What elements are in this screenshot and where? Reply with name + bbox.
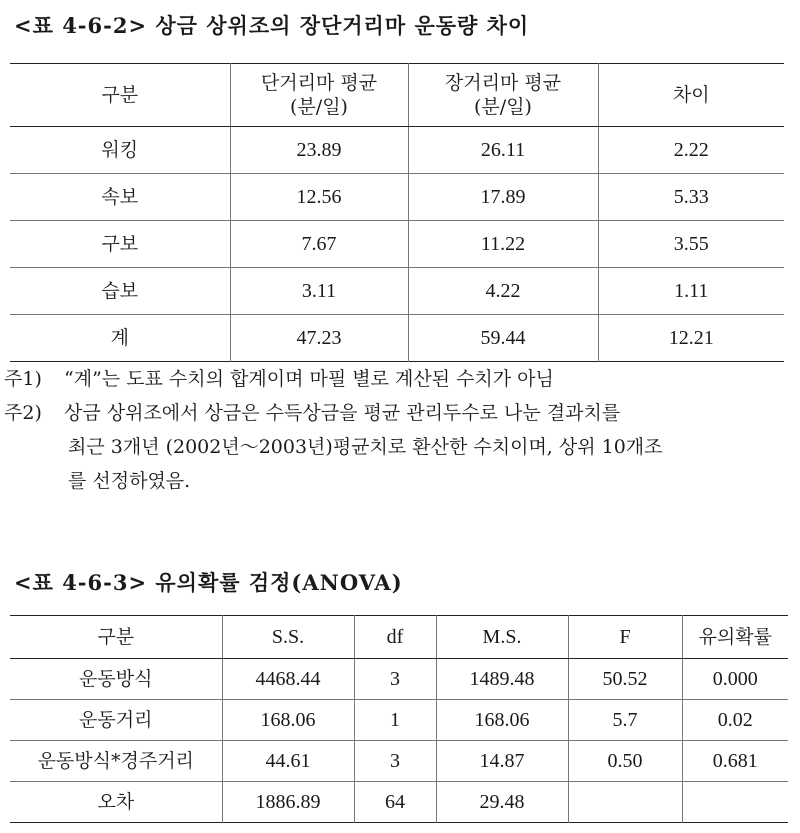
header-f: F bbox=[568, 616, 682, 659]
table-row bbox=[10, 782, 788, 823]
cell-f bbox=[568, 782, 682, 823]
cell-f: 50.52 bbox=[568, 659, 682, 700]
cell-difference: 12.21 bbox=[668, 327, 714, 349]
cell-f: 5.7 bbox=[568, 700, 682, 741]
cell-ms: 29.48 bbox=[436, 782, 568, 823]
cell-df: 3 bbox=[354, 741, 436, 782]
header-ms: M.S. bbox=[436, 616, 568, 659]
cell-sprinter: 23.89 bbox=[230, 127, 408, 174]
cell-stayer: 26.11 bbox=[408, 127, 598, 174]
row-label: 워킹 bbox=[10, 127, 230, 174]
cell-stayer: 17.89 bbox=[408, 174, 598, 221]
cell-p-value bbox=[682, 782, 788, 823]
cell-df: 64 bbox=[354, 782, 436, 823]
cell-ms: 168.06 bbox=[436, 700, 568, 741]
cell-sprinter: 3.11 bbox=[230, 268, 408, 315]
table2-title: <표 4-6-3> 유의확률 검정(ANOVA) bbox=[14, 570, 403, 595]
table-row-total bbox=[10, 315, 784, 362]
cell-ms: 14.87 bbox=[436, 741, 568, 782]
footnote-1 bbox=[4, 362, 794, 396]
header-category: 구분 bbox=[10, 64, 230, 127]
cell-stayer: 4.22 bbox=[408, 268, 598, 315]
training-volume-table bbox=[10, 63, 784, 362]
table-row bbox=[10, 174, 784, 221]
cell-stayer: 11.22 bbox=[408, 221, 598, 268]
header-stayer-avg-label: 장거리마 평균 bbox=[444, 72, 562, 94]
cell-ms: 1489.48 bbox=[436, 659, 568, 700]
cell-sprinter: 12.56 bbox=[230, 174, 408, 221]
header-p-value: 유의확률 bbox=[682, 616, 788, 659]
cell-f: 0.50 bbox=[568, 741, 682, 782]
cell-ss: 4468.44 bbox=[222, 659, 354, 700]
cell-p-value: 0.02 bbox=[682, 700, 788, 741]
cell-ss: 168.06 bbox=[222, 700, 354, 741]
cell-p-value: 0.681 bbox=[682, 741, 788, 782]
table-row bbox=[10, 221, 784, 268]
header-category: 구분 bbox=[10, 616, 222, 659]
header-df: df bbox=[354, 616, 436, 659]
header-sprinter-avg-unit: (분/일) bbox=[290, 96, 348, 118]
cell-sprinter: 7.67 bbox=[230, 221, 408, 268]
cell-difference: 1.11 bbox=[598, 268, 784, 315]
header-sprinter-avg bbox=[230, 64, 408, 127]
row-label: 운동거리 bbox=[10, 700, 222, 741]
anova-table bbox=[10, 615, 788, 823]
cell-df: 1 bbox=[354, 700, 436, 741]
table-row bbox=[10, 741, 788, 782]
header-stayer-avg bbox=[408, 64, 598, 127]
row-label: 습보 bbox=[10, 268, 230, 315]
footnote-text: 상금 상위조에서 상금은 수득상금을 평균 관리두수로 나눈 결과치를 bbox=[64, 402, 621, 424]
row-label: 속보 bbox=[10, 174, 230, 221]
cell-ss: 44.61 bbox=[222, 741, 354, 782]
footnotes bbox=[4, 362, 794, 498]
table-row bbox=[10, 659, 788, 700]
header-stayer-avg-unit: (분/일) bbox=[474, 96, 532, 118]
cell-difference: 2.22 bbox=[598, 127, 784, 174]
row-label: 계 bbox=[10, 315, 230, 362]
header-difference: 차이 bbox=[598, 64, 784, 127]
cell-ss: 1886.89 bbox=[222, 782, 354, 823]
row-label: 운동방식 bbox=[10, 659, 222, 700]
cell-stayer: 59.44 bbox=[408, 315, 598, 362]
footnote-2 bbox=[4, 396, 794, 498]
table-row bbox=[10, 268, 784, 315]
header-ss: S.S. bbox=[222, 616, 354, 659]
cell-sprinter: 47.23 bbox=[230, 315, 408, 362]
table-row bbox=[10, 700, 788, 741]
row-label: 운동방식*경주거리 bbox=[10, 741, 222, 782]
row-label: 구보 bbox=[10, 221, 230, 268]
table1-title: <표 4-6-2> 상금 상위조의 장단거리마 운동량 차이 bbox=[14, 13, 530, 38]
header-sprinter-avg-label: 단거리마 평균 bbox=[260, 72, 378, 94]
cell-df: 3 bbox=[354, 659, 436, 700]
cell-difference: 5.33 bbox=[598, 174, 784, 221]
table-header-row bbox=[10, 616, 788, 659]
table-header-row bbox=[10, 64, 784, 127]
table-row bbox=[10, 127, 784, 174]
cell-difference: 3.55 bbox=[598, 221, 784, 268]
footnote-mark: 주1) bbox=[4, 368, 42, 390]
footnote-mark: 주2) bbox=[4, 402, 42, 424]
footnote-text: 를 선정하였음. bbox=[68, 470, 191, 492]
footnote-text: “계”는 도표 수치의 합계이며 마필 별로 계산된 수치가 아님 bbox=[64, 368, 554, 390]
footnote-text: 최근 3개년 (2002년～2003년)평균치로 환산한 수치이며, 상위 10개조 bbox=[68, 436, 663, 458]
cell-p-value: 0.000 bbox=[682, 659, 788, 700]
row-label: 오차 bbox=[10, 782, 222, 823]
